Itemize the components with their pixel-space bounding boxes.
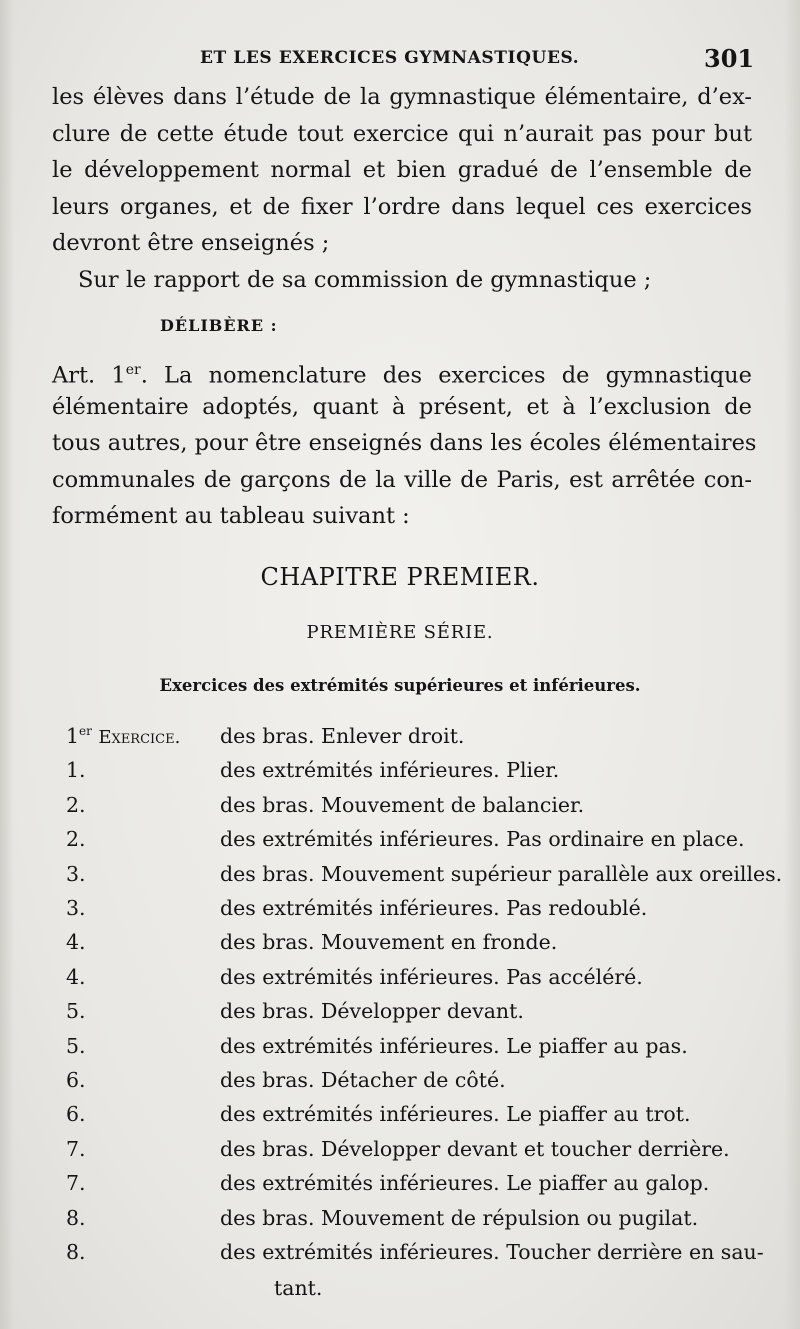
exercise-description: des bras. Développer devant et toucher derrière.: [220, 1136, 730, 1161]
superscript: er: [125, 362, 141, 378]
exercise-description: des bras. Développer devant.: [220, 999, 524, 1024]
exercise-row: [0, 1206, 800, 1240]
exercise-row: [0, 1240, 800, 1300]
exercise-description: des extrémités inférieures. Le piaffer au pas.: [220, 1033, 688, 1058]
exercise-row: [0, 896, 800, 930]
exercise-description: des bras. Détacher de côté.: [220, 1068, 506, 1092]
exercise-description: des extrémités inférieures. Pas ordinaire en place.: [220, 827, 745, 852]
exercise-number: 1.: [66, 758, 86, 783]
article-1: [52, 352, 757, 535]
article-line: tous autres, pour être enseignés dans les écoles élémentaires: [52, 430, 757, 456]
exercise-number: 6.: [66, 1102, 86, 1127]
exercise-number: 2.: [66, 792, 86, 817]
exercise-row: [0, 724, 800, 758]
section-title: Exercices des extrémités supérieures et inférieures.: [159, 676, 641, 695]
exercise-description: des extrémités inférieures. Pas accéléré.: [220, 964, 643, 989]
exercise-description: des extrémités inférieures. Toucher derrière en sau-: [220, 1240, 764, 1264]
running-head: [0, 44, 800, 74]
exercise-row: [0, 1034, 800, 1068]
exercise-description: des bras. Mouvement de répulsion ou pugilat.: [220, 1205, 699, 1230]
exercise-row: [0, 930, 800, 964]
exercise-row: [0, 793, 800, 827]
exercise-number: 6.: [66, 1068, 86, 1092]
exercise-description-continued: tant.: [274, 1276, 323, 1300]
article-line: communales de garçons de la ville de Paris, est arrêtée con-: [52, 466, 752, 493]
exercise-row: [0, 999, 800, 1033]
exercise-number: 4.: [66, 964, 86, 989]
article-line: formément au tableau suivant :: [52, 503, 410, 529]
exercise-row: [0, 1102, 800, 1136]
exercise-label: Exercice.: [98, 727, 181, 748]
exercise-row: [0, 827, 800, 861]
exercise-number: 8.: [66, 1205, 86, 1230]
exercise-description: des extrémités inférieures. Le piaffer au trot.: [220, 1102, 691, 1127]
exercise-number: 8.: [66, 1240, 86, 1264]
exercise-number: 5.: [66, 999, 86, 1024]
exercise-row: [0, 965, 800, 999]
exercise-number: 2.: [66, 827, 86, 852]
deliberation-heading: DÉLIBÈRE :: [160, 316, 278, 335]
exercise-row: [0, 1068, 800, 1102]
exercise-number: 5.: [66, 1033, 86, 1058]
running-title: ET LES EXERCICES GYMNASTIQUES.: [200, 48, 580, 68]
exercise-number: 7.: [66, 1136, 86, 1161]
exercise-description: des bras. Mouvement supérieur parallèle aux oreilles.: [220, 861, 783, 886]
exercise-number: 3.: [66, 896, 86, 920]
paragraph-1: [52, 79, 752, 262]
exercise-number: 3.: [66, 861, 86, 886]
exercise-description: des extrémités inférieures. Pas redoublé.: [220, 896, 648, 920]
paragraph-line: les élèves dans l’étude de la gymnastique élémentaire, d’ex-: [52, 84, 752, 110]
chapter-title: CHAPITRE PREMIER.: [260, 563, 540, 591]
paragraph-line: leurs organes, et de fixer l’ordre dans lequel ces exercices: [52, 193, 752, 220]
article-line: élémentaire adoptés, quant à présent, et à l’exclusion de: [52, 393, 752, 420]
exercise-number: 1er Exercice.: [66, 724, 181, 748]
exercise-description: des extrémités inférieures. Le piaffer au galop.: [220, 1171, 710, 1196]
exercise-row: [0, 758, 800, 792]
exercise-description: des bras. Mouvement en fronde.: [220, 930, 558, 955]
series-title: PREMIÈRE SÉRIE.: [306, 622, 494, 643]
paragraph-line: le développement normal et bien gradué de l’ensemble de: [52, 157, 752, 183]
exercise-description: des extrémités inférieures. Plier.: [220, 758, 560, 783]
paragraph-line: clure de cette étude tout exercice qui n’aurait pas pour but: [52, 120, 752, 147]
paragraph-line: devront être enseignés ;: [52, 230, 330, 256]
exercise-row: [0, 1137, 800, 1171]
exercise-number: 4.: [66, 930, 86, 955]
exercise-description: des bras. Enlever droit.: [220, 724, 465, 748]
superscript: er: [79, 724, 92, 739]
exercise-description: des bras. Mouvement de balancier.: [220, 792, 585, 817]
exercise-row: [0, 862, 800, 896]
article-line: Art. 1er. La nomenclature des exercices de gymnastique: [52, 362, 752, 389]
page-number: 301: [704, 44, 755, 73]
exercise-number: 7.: [66, 1171, 86, 1196]
paragraph-2: Sur le rapport de sa commission de gymnastique ;: [78, 267, 652, 293]
exercise-row: [0, 1171, 800, 1205]
